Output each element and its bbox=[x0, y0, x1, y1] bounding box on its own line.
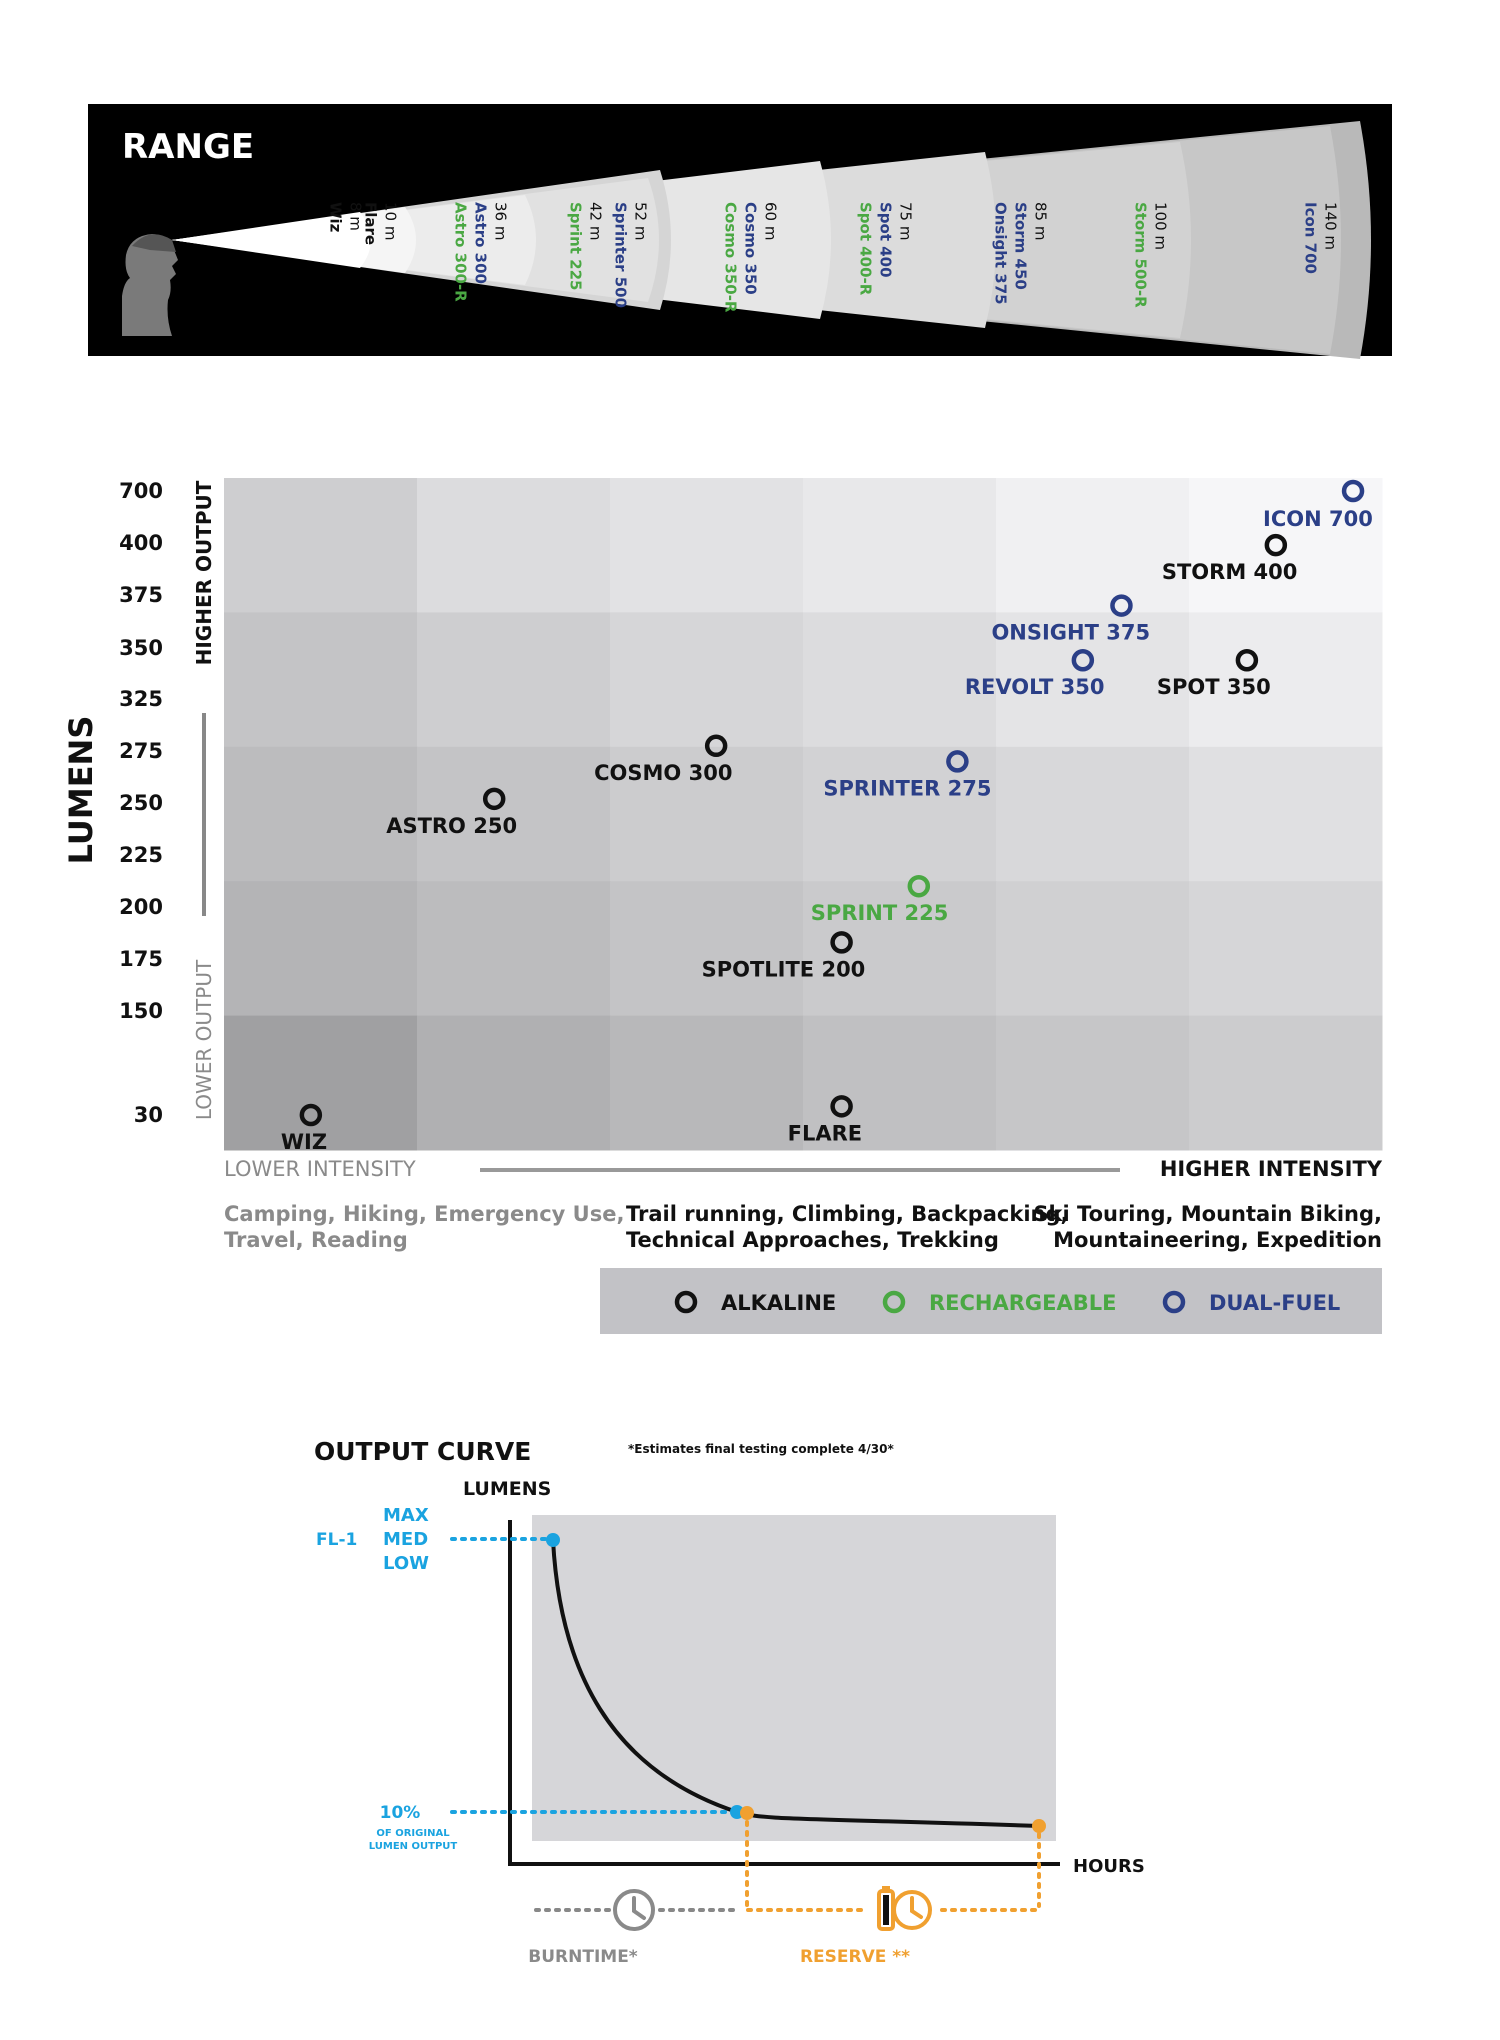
beam-model-label: Icon 700 bbox=[1301, 202, 1320, 274]
point-label: WIZ bbox=[280, 1130, 328, 1154]
beam-model-label: Cosmo 350 bbox=[741, 202, 760, 295]
level-low-label: LOW bbox=[383, 1553, 429, 1574]
legend-label: RECHARGEABLE bbox=[929, 1291, 1117, 1315]
curve-x-label: HOURS bbox=[1073, 1856, 1145, 1877]
legend-label: ALKALINE bbox=[721, 1291, 837, 1315]
beam-model-label: Sprint 225 bbox=[566, 202, 585, 291]
level-med-label: MED bbox=[383, 1529, 429, 1550]
beam-distance-label: 52 m bbox=[631, 202, 650, 241]
grid-cell bbox=[996, 747, 1190, 882]
y-tick-label: 200 bbox=[119, 895, 163, 919]
beam-model-label: Flare bbox=[361, 202, 380, 246]
lower-intensity-label: LOWER INTENSITY bbox=[224, 1157, 416, 1181]
point-label: SPOT 350 bbox=[1156, 675, 1271, 700]
beam-distance-label: 100 m bbox=[1151, 202, 1170, 251]
x-category-label: Trail running, Climbing, Backpacking, bbox=[626, 1202, 1069, 1226]
reserve-start-marker-orange bbox=[740, 1806, 754, 1820]
grid-cell bbox=[803, 478, 997, 613]
point-label: SPRINTER 275 bbox=[823, 776, 992, 801]
point-label: SPOTLITE 200 bbox=[701, 957, 866, 982]
x-category-label: Technical Approaches, Trekking bbox=[626, 1228, 999, 1252]
grid-cell bbox=[996, 1016, 1190, 1151]
point-label: FLARE bbox=[787, 1121, 863, 1146]
beam-distance-label: 36 m bbox=[491, 202, 510, 241]
beam-distance-label: 10 m bbox=[381, 202, 400, 241]
beam-model-label: Wiz bbox=[326, 202, 345, 233]
grid-cell bbox=[610, 881, 804, 1016]
range-title: RANGE bbox=[122, 127, 255, 167]
reserve-label: RESERVE ** bbox=[799, 1947, 911, 1967]
grid-cell bbox=[1189, 1016, 1383, 1151]
beam-model-label: Storm 450 bbox=[1011, 202, 1030, 290]
curve-y-label: LUMENS bbox=[463, 1478, 552, 1500]
output-curve-title: OUTPUT CURVE bbox=[314, 1437, 532, 1466]
grid-cell bbox=[803, 747, 997, 882]
y-tick-label: 225 bbox=[119, 843, 163, 867]
beam-model-label: Spot 400 bbox=[876, 202, 895, 278]
higher-intensity-label: HIGHER INTENSITY bbox=[1159, 1157, 1382, 1181]
y-tick-label: 700 bbox=[119, 479, 163, 503]
beam-model-label: Astro 300 bbox=[471, 202, 490, 284]
beam-model-label: Onsight 375 bbox=[991, 202, 1010, 305]
x-category-label: Ski Touring, Mountain Biking, bbox=[1033, 1202, 1382, 1226]
point-label: SPRINT 225 bbox=[810, 901, 949, 926]
burntime-clock-icon bbox=[615, 1891, 653, 1929]
lower-output-label: LOWER OUTPUT bbox=[192, 959, 216, 1121]
level-max-label: MAX bbox=[383, 1505, 429, 1526]
reserve-battery-clock-icon bbox=[879, 1886, 930, 1929]
point-label: ICON 700 bbox=[1263, 507, 1373, 531]
grid-cell bbox=[996, 478, 1190, 613]
grid-cell bbox=[996, 881, 1190, 1016]
grid-cell bbox=[610, 478, 804, 613]
y-tick-label: 150 bbox=[119, 999, 163, 1023]
y-tick-label: 325 bbox=[119, 687, 163, 711]
y-tick-label: 250 bbox=[119, 791, 163, 815]
beam-distance-label: 42 m bbox=[586, 202, 605, 241]
reserve-caption-line-2: LUMEN OUTPUT bbox=[368, 1841, 458, 1852]
point-label: STORM 400 bbox=[1161, 560, 1298, 585]
beam-model-label: Cosmo 350-R bbox=[721, 202, 740, 313]
range-panel bbox=[88, 104, 1392, 359]
point-label: REVOLT 350 bbox=[964, 675, 1105, 700]
beam-distance-label: 8 m bbox=[346, 202, 365, 231]
y-tick-label: 175 bbox=[119, 947, 163, 971]
beam-distance-label: 85 m bbox=[1031, 202, 1050, 241]
model-label: FL-1 bbox=[316, 1530, 358, 1550]
y-tick-label: 30 bbox=[133, 1103, 163, 1127]
lumens-intensity-chart bbox=[62, 478, 1383, 1334]
reserve-caption-line-1: OF ORIGINAL bbox=[376, 1828, 450, 1839]
higher-output-label: HIGHER OUTPUT bbox=[192, 480, 216, 666]
grid-cell bbox=[417, 612, 611, 747]
point-label: COSMO 300 bbox=[594, 760, 733, 785]
legend-label: DUAL-FUEL bbox=[1209, 1291, 1341, 1315]
x-category-label: Mountaineering, Expedition bbox=[1053, 1228, 1382, 1252]
grid-cell bbox=[224, 612, 418, 747]
beam-distance-label: 60 m bbox=[761, 202, 780, 241]
y-tick-label: 375 bbox=[119, 583, 163, 607]
y-tick-label: 400 bbox=[119, 531, 163, 555]
grid-cell bbox=[1189, 747, 1383, 882]
grid-cell bbox=[417, 1016, 611, 1151]
grid-cell bbox=[224, 478, 418, 613]
grid-cell bbox=[417, 881, 611, 1016]
burntime-label: BURNTIME* bbox=[528, 1947, 638, 1967]
x-category-label: Travel, Reading bbox=[224, 1228, 408, 1252]
y-tick-label: 275 bbox=[119, 739, 163, 763]
reserve-level-label: 10% bbox=[379, 1803, 421, 1823]
grid-cell bbox=[224, 881, 418, 1016]
grid-cell bbox=[610, 612, 804, 747]
beam-model-label: Sprinter 500 bbox=[611, 202, 630, 309]
y-axis-ticks bbox=[119, 479, 163, 1127]
output-curve-note: *Estimates final testing complete 4/30* bbox=[628, 1442, 894, 1456]
output-curve-chart bbox=[314, 1437, 1145, 1967]
legend bbox=[677, 1291, 1340, 1315]
beam-distance-label: 75 m bbox=[896, 202, 915, 241]
beam-model-label: Spot 400-R bbox=[856, 202, 875, 296]
beam-model-label: Astro 300-R bbox=[451, 202, 470, 302]
y-axis-title: LUMENS bbox=[62, 715, 100, 865]
beam-model-label: Storm 500-R bbox=[1131, 202, 1150, 308]
point-label: ONSIGHT 375 bbox=[991, 620, 1151, 645]
x-category-label: Camping, Hiking, Emergency Use, bbox=[224, 1202, 625, 1226]
y-tick-label: 350 bbox=[119, 636, 163, 660]
point-label: ASTRO 250 bbox=[386, 813, 518, 838]
x-categories bbox=[224, 1202, 1382, 1252]
grid-cell bbox=[1189, 881, 1383, 1016]
beam-distance-label: 140 m bbox=[1321, 202, 1340, 251]
grid-cell bbox=[610, 1016, 804, 1151]
max-output-marker bbox=[546, 1533, 560, 1547]
grid-cell bbox=[417, 478, 611, 613]
curve-plot-area bbox=[532, 1515, 1056, 1841]
reserve-end-marker bbox=[1032, 1819, 1046, 1833]
